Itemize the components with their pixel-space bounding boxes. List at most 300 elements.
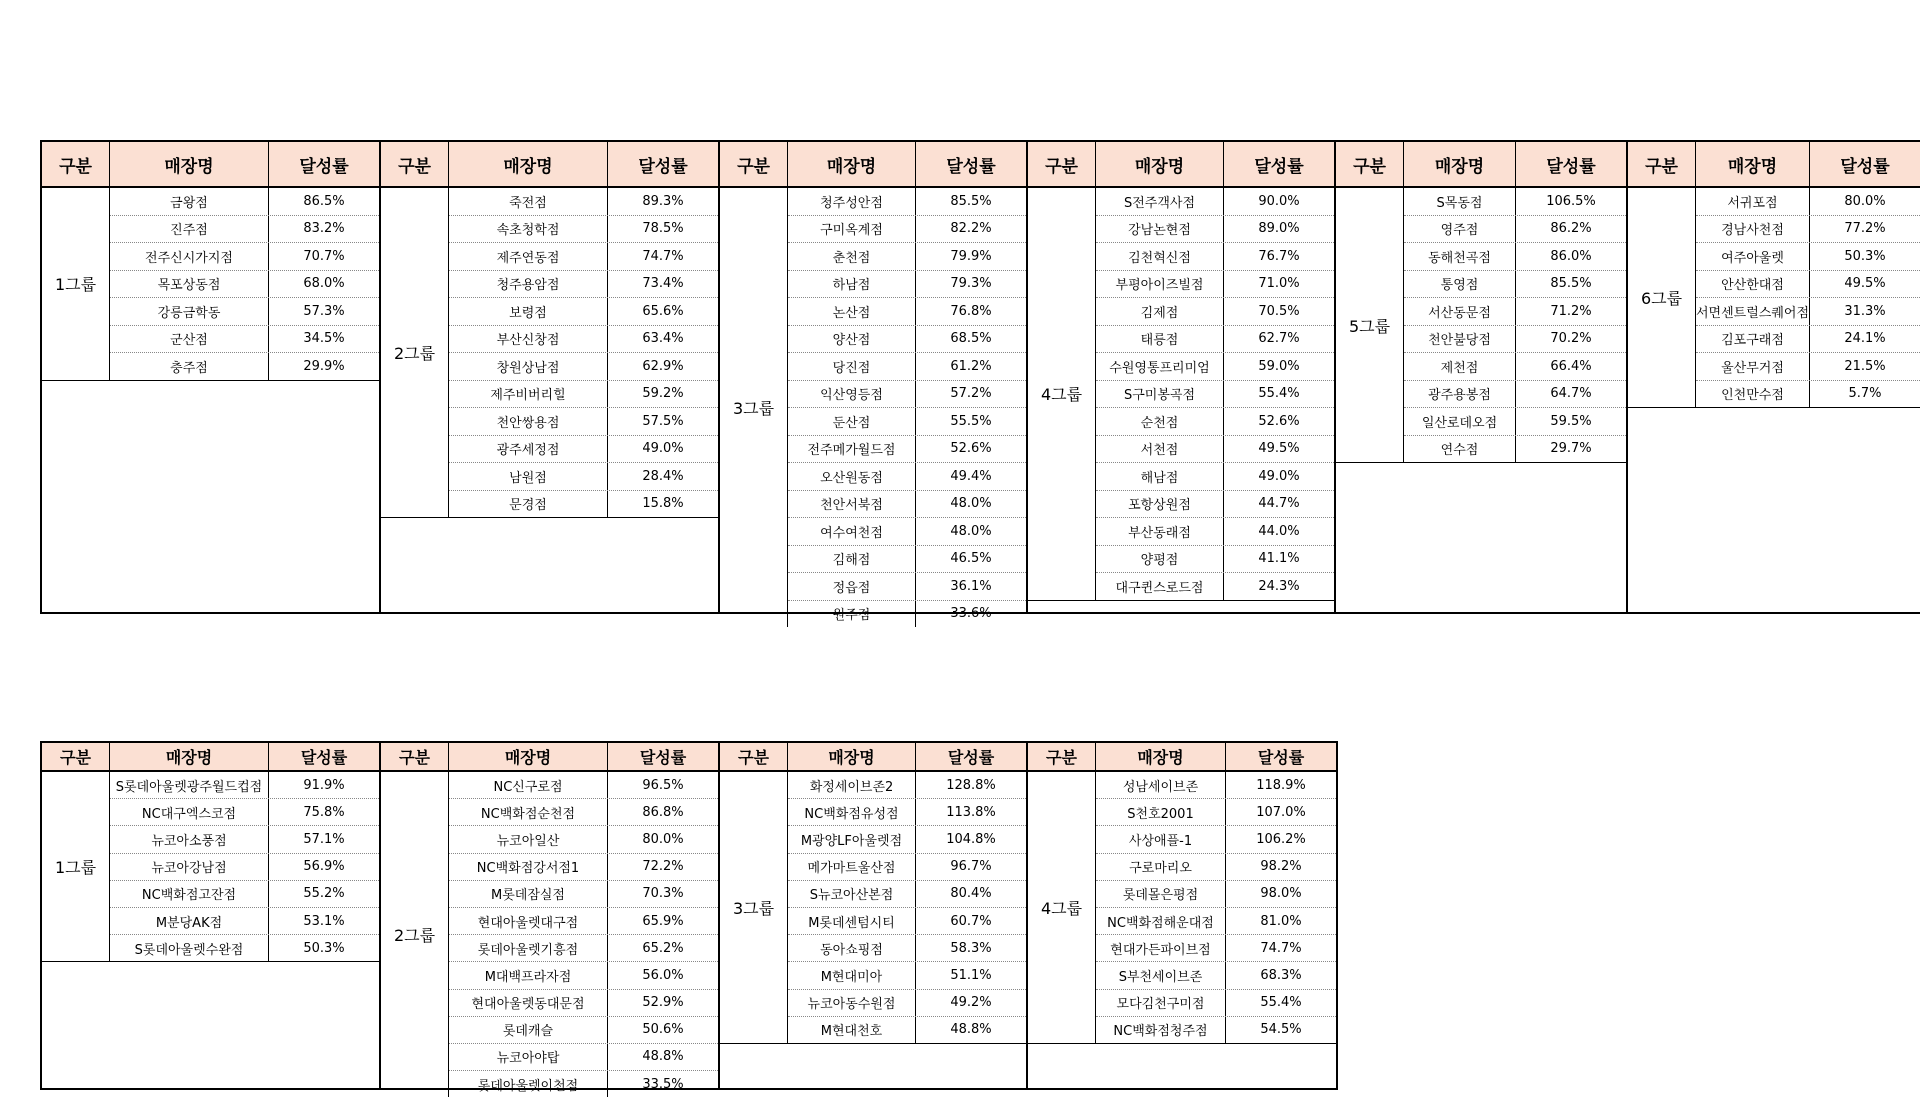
store-name: 현대아울렛동대문점	[449, 990, 608, 1016]
table-row	[110, 799, 379, 826]
table-row	[110, 298, 379, 326]
achievement-rate: 57.3%	[303, 303, 345, 319]
achievement-rate: 65.9%	[642, 913, 684, 929]
header-group: 구분	[1336, 142, 1404, 186]
table-row	[1096, 243, 1334, 271]
header-row	[1028, 743, 1336, 772]
achievement-rate: 50.3%	[303, 940, 345, 956]
achievement-rate: 34.5%	[303, 331, 345, 347]
top-table	[40, 140, 1920, 624]
achievement-rate: 33.5%	[642, 1076, 684, 1092]
achievement-rate: 113.8%	[946, 804, 996, 820]
store-name: 화정세이브존2	[788, 772, 916, 798]
store-name: 충주점	[110, 353, 269, 380]
table-row	[449, 381, 718, 409]
achievement-rate: 76.8%	[950, 303, 992, 319]
table-row	[110, 326, 379, 354]
store-name: M현대천호	[788, 1017, 916, 1043]
achievement-rate: 59.2%	[642, 386, 684, 402]
store-name: 강남논현점	[1096, 216, 1224, 243]
store-name: 부산신창점	[449, 326, 608, 353]
table-row	[788, 243, 1026, 271]
achievement-rate: 89.3%	[642, 193, 684, 209]
header-group: 구분	[381, 743, 449, 770]
achievement-rate: 21.5%	[1844, 358, 1886, 374]
header-row	[720, 743, 1026, 772]
table-row	[449, 271, 718, 299]
store-name: NC백화점강서점1	[449, 854, 608, 880]
achievement-rate: 70.5%	[1258, 303, 1300, 319]
achievement-rate: 86.2%	[1550, 221, 1592, 237]
store-list	[788, 772, 1026, 1043]
header-rate: 달성률	[299, 156, 349, 177]
store-name: 군산점	[110, 326, 269, 353]
achievement-rate: 5.7%	[1848, 386, 1882, 402]
table-row	[1404, 298, 1626, 326]
header-store: 매장명	[449, 743, 608, 770]
store-name: NC백화점해운대점	[1096, 908, 1226, 934]
store-name: 천안서북점	[788, 491, 916, 518]
header-row	[42, 142, 379, 188]
table-row	[449, 990, 718, 1017]
store-name: 여수여천점	[788, 518, 916, 545]
achievement-rate: 24.1%	[1844, 331, 1886, 347]
group-column	[381, 743, 720, 1094]
achievement-rate: 57.1%	[303, 831, 345, 847]
achievement-rate: 76.7%	[1258, 248, 1300, 264]
store-name: 사상애플-1	[1096, 826, 1226, 852]
achievement-rate: 86.5%	[303, 193, 345, 209]
store-name: 인천만수점	[1696, 381, 1810, 408]
header-group: 구분	[1028, 743, 1096, 770]
group-column	[1028, 142, 1336, 612]
achievement-rate: 44.7%	[1258, 496, 1300, 512]
store-name: 성남세이브존	[1096, 772, 1226, 798]
group-body	[381, 772, 718, 1097]
achievement-rate: 70.7%	[303, 248, 345, 264]
table-row	[1404, 353, 1626, 381]
table-row	[788, 216, 1026, 244]
table-row	[449, 216, 718, 244]
achievement-rate: 104.8%	[946, 831, 996, 847]
table-row	[110, 353, 379, 380]
achievement-rate: 78.5%	[642, 221, 684, 237]
achievement-rate: 55.4%	[1260, 995, 1302, 1011]
store-name: 천안불당점	[1404, 326, 1516, 353]
table-row	[110, 772, 379, 799]
store-name: M광양LF아울렛점	[788, 826, 916, 852]
header-group: 구분	[720, 743, 788, 770]
table-row	[788, 436, 1026, 464]
store-name: 당진점	[788, 353, 916, 380]
table-row	[1096, 381, 1334, 409]
achievement-rate: 48.0%	[950, 523, 992, 539]
header-group: 구분	[1028, 142, 1096, 186]
table-row	[449, 436, 718, 464]
table-row	[449, 298, 718, 326]
table-row	[449, 463, 718, 491]
achievement-rate: 49.0%	[642, 441, 684, 457]
header-store: 매장명	[788, 743, 916, 770]
achievement-rate: 62.9%	[642, 358, 684, 374]
achievement-rate: 52.6%	[1258, 413, 1300, 429]
store-name: 뉴코아야탑	[449, 1044, 608, 1070]
store-name: 논산점	[788, 298, 916, 325]
store-list	[1404, 188, 1626, 462]
group-column	[42, 142, 381, 612]
table-row	[788, 990, 1026, 1017]
store-name: 김포구래점	[1696, 326, 1810, 353]
store-name: 하남점	[788, 271, 916, 298]
achievement-rate: 56.0%	[642, 967, 684, 983]
achievement-rate: 63.4%	[642, 331, 684, 347]
achievement-rate: 48.0%	[950, 496, 992, 512]
group-column	[42, 743, 381, 1088]
table-row	[1096, 326, 1334, 354]
achievement-rate: 106.5%	[1546, 193, 1596, 209]
table-row	[1096, 990, 1336, 1017]
header-store: 매장명	[110, 743, 269, 770]
achievement-rate: 51.1%	[950, 967, 992, 983]
store-name: 울산무거점	[1696, 353, 1810, 380]
store-name: 현대가든파이브점	[1096, 935, 1226, 961]
group-name: 1그룹	[42, 772, 110, 961]
store-name: 양평점	[1096, 546, 1224, 573]
store-name: 춘천점	[788, 243, 916, 270]
store-name: S전주객사점	[1096, 188, 1224, 215]
store-name: 제주연동점	[449, 243, 608, 270]
store-name: 메가마트울산점	[788, 854, 916, 880]
achievement-rate: 65.6%	[642, 303, 684, 319]
header-group: 구분	[42, 743, 110, 770]
header-row	[1336, 142, 1626, 188]
achievement-rate: 75.8%	[303, 804, 345, 820]
achievement-rate: 86.8%	[642, 804, 684, 820]
achievement-rate: 33.6%	[950, 606, 992, 622]
table-row	[1696, 216, 1920, 244]
table-row	[1404, 271, 1626, 299]
store-name: M롯데잠실점	[449, 881, 608, 907]
table-row	[110, 881, 379, 908]
achievement-rate: 79.3%	[950, 276, 992, 292]
table-row	[1404, 326, 1626, 354]
table-row	[1096, 491, 1334, 519]
table-row	[1096, 188, 1334, 216]
achievement-rate: 50.6%	[642, 1022, 684, 1038]
table-row	[1096, 216, 1334, 244]
achievement-rate: 71.0%	[1258, 276, 1300, 292]
table-row	[449, 772, 718, 799]
store-name: 원주점	[788, 601, 916, 628]
achievement-rate: 29.7%	[1550, 441, 1592, 457]
achievement-rate: 31.3%	[1844, 303, 1886, 319]
store-name: 청주용암점	[449, 271, 608, 298]
store-name: 전주메가월드점	[788, 436, 916, 463]
header-rate: 달성률	[1840, 156, 1890, 177]
table-row	[788, 188, 1026, 216]
store-name: 서산동문점	[1404, 298, 1516, 325]
store-name: NC백화점유성점	[788, 799, 916, 825]
group-column	[1628, 142, 1920, 612]
table-row	[110, 271, 379, 299]
table-row	[1096, 546, 1334, 574]
achievement-rate: 66.4%	[1550, 358, 1592, 374]
store-name: 김천혁신점	[1096, 243, 1224, 270]
group-body	[381, 188, 718, 518]
header-store: 매장명	[1404, 142, 1516, 186]
achievement-rate: 80.0%	[1844, 193, 1886, 209]
store-name: 죽전점	[449, 188, 608, 215]
table-row	[449, 962, 718, 989]
achievement-rate: 59.0%	[1258, 358, 1300, 374]
achievement-rate: 59.5%	[1550, 413, 1592, 429]
table-row	[449, 826, 718, 853]
table-row	[1404, 243, 1626, 271]
header-rate: 달성률	[1254, 156, 1304, 177]
store-name: 서면센트럴스퀘어점	[1696, 298, 1810, 325]
store-name: 진주점	[110, 216, 269, 243]
group-column	[1028, 743, 1336, 1088]
table-row	[449, 188, 718, 216]
achievement-rate: 68.5%	[950, 331, 992, 347]
group-name: 1그룹	[42, 188, 110, 380]
store-name: 서천점	[1096, 436, 1224, 463]
achievement-rate: 90.0%	[1258, 193, 1300, 209]
achievement-rate: 55.2%	[303, 886, 345, 902]
store-name: M현대미아	[788, 962, 916, 988]
store-name: 태릉점	[1096, 326, 1224, 353]
table-row	[110, 188, 379, 216]
store-name: 구미옥계점	[788, 216, 916, 243]
store-list	[449, 188, 718, 517]
store-name: S천호2001	[1096, 799, 1226, 825]
header-rate: 달성률	[1546, 156, 1596, 177]
table-row	[788, 491, 1026, 519]
store-name: 롯데캐슬	[449, 1017, 608, 1043]
store-list	[449, 772, 718, 1097]
store-name: S롯데아울렛광주월드컵점	[110, 772, 269, 798]
achievement-rate: 46.5%	[950, 551, 992, 567]
achievement-rate: 62.7%	[1258, 331, 1300, 347]
store-name: 서귀포점	[1696, 188, 1810, 215]
store-name: NC백화점순천점	[449, 799, 608, 825]
achievement-rate: 48.8%	[950, 1022, 992, 1038]
table-row	[788, 826, 1026, 853]
group-name: 3그룹	[720, 772, 788, 1043]
table-row	[1096, 908, 1336, 935]
store-name: 제천점	[1404, 353, 1516, 380]
store-name: 익산영등점	[788, 381, 916, 408]
achievement-rate: 58.3%	[950, 940, 992, 956]
bottom-table	[40, 741, 1338, 1094]
store-name: 영주점	[1404, 216, 1516, 243]
store-name: 안산한대점	[1696, 271, 1810, 298]
header-row	[381, 142, 718, 188]
achievement-rate: 15.8%	[642, 496, 684, 512]
store-name: 연수점	[1404, 436, 1516, 463]
table-row	[110, 243, 379, 271]
store-name: 제주비버리힐	[449, 381, 608, 408]
store-name: 광주용봉점	[1404, 381, 1516, 408]
store-list	[1096, 188, 1334, 600]
achievement-rate: 70.3%	[642, 886, 684, 902]
achievement-rate: 68.3%	[1260, 967, 1302, 983]
achievement-rate: 29.9%	[303, 358, 345, 374]
achievement-rate: 79.9%	[950, 248, 992, 264]
store-name: 일산로데오점	[1404, 408, 1516, 435]
header-group: 구분	[1628, 142, 1696, 186]
table-row	[110, 854, 379, 881]
store-name: 강릉금학동	[110, 298, 269, 325]
group-column	[1336, 142, 1628, 612]
store-name: 수원영통프리미엄	[1096, 353, 1224, 380]
store-name: 전주신시가지점	[110, 243, 269, 270]
store-name: 부평아이즈빌점	[1096, 271, 1224, 298]
table-row	[1096, 854, 1336, 881]
table-row	[788, 881, 1026, 908]
table-row	[788, 573, 1026, 601]
table-row	[449, 908, 718, 935]
header-row	[1028, 142, 1334, 188]
store-list	[110, 188, 379, 380]
store-name: S롯데아울렛수완점	[110, 935, 269, 961]
group-name: 2그룹	[381, 188, 449, 517]
table-row	[1096, 772, 1336, 799]
store-name: 김해점	[788, 546, 916, 573]
table-row	[449, 353, 718, 381]
achievement-rate: 49.4%	[950, 468, 992, 484]
group-column	[381, 142, 720, 612]
store-name: 뉴코아강남점	[110, 854, 269, 880]
store-list	[110, 772, 379, 961]
table-row	[449, 408, 718, 436]
table-row	[1096, 408, 1334, 436]
store-name: 오산원동점	[788, 463, 916, 490]
table-row	[449, 326, 718, 354]
store-name: 청주성안점	[788, 188, 916, 215]
group-body	[1336, 188, 1626, 463]
header-store: 매장명	[788, 142, 916, 186]
table-row	[110, 935, 379, 961]
table-row	[788, 799, 1026, 826]
achievement-rate: 57.5%	[642, 413, 684, 429]
table-row	[449, 799, 718, 826]
achievement-rate: 85.5%	[950, 193, 992, 209]
table-row	[1696, 353, 1920, 381]
achievement-rate: 64.7%	[1550, 386, 1592, 402]
table-row	[788, 854, 1026, 881]
store-list	[788, 188, 1026, 627]
store-name: 창원상남점	[449, 353, 608, 380]
store-list	[1696, 188, 1920, 407]
table-row	[1096, 298, 1334, 326]
table-row	[1096, 935, 1336, 962]
header-row	[1628, 142, 1920, 188]
achievement-rate: 55.4%	[1258, 386, 1300, 402]
header-rate: 달성률	[946, 156, 996, 177]
achievement-rate: 28.4%	[642, 468, 684, 484]
group-column	[720, 743, 1028, 1088]
store-name: NC신구로점	[449, 772, 608, 798]
table-row	[449, 491, 718, 518]
group-body	[1628, 188, 1920, 408]
table-row	[788, 408, 1026, 436]
store-name: 동해천곡점	[1404, 243, 1516, 270]
group-body	[1028, 772, 1336, 1044]
store-name: 롯데아울렛이천점	[449, 1071, 608, 1097]
store-name: 롯데몰은평점	[1096, 881, 1226, 907]
table-row	[788, 935, 1026, 962]
table-row	[1096, 881, 1336, 908]
header-group: 구분	[720, 142, 788, 186]
store-name: 순천점	[1096, 408, 1224, 435]
store-name: 모다김천구미점	[1096, 990, 1226, 1016]
table-row	[788, 1017, 1026, 1043]
group-name: 4그룹	[1028, 188, 1096, 600]
achievement-rate: 86.0%	[1550, 248, 1592, 264]
store-name: NC백화점고잔점	[110, 881, 269, 907]
achievement-rate: 53.1%	[303, 913, 345, 929]
achievement-rate: 55.5%	[950, 413, 992, 429]
header-rate: 달성률	[638, 156, 688, 177]
store-name: 통영점	[1404, 271, 1516, 298]
achievement-rate: 81.0%	[1260, 913, 1302, 929]
achievement-rate: 72.2%	[642, 859, 684, 875]
store-name: 뉴코아일산	[449, 826, 608, 852]
group-name: 6그룹	[1628, 188, 1696, 407]
header-rate: 달성률	[300, 748, 348, 767]
store-name: NC대구엑스코점	[110, 799, 269, 825]
store-name: NC백화점청주점	[1096, 1017, 1226, 1043]
table-row	[449, 1071, 718, 1097]
achievement-rate: 49.2%	[950, 995, 992, 1011]
achievement-rate: 82.2%	[950, 221, 992, 237]
header-store: 매장명	[1096, 142, 1224, 186]
store-name: 롯데아울렛기흥점	[449, 935, 608, 961]
table-row	[788, 353, 1026, 381]
achievement-rate: 71.2%	[1550, 303, 1592, 319]
store-name: 김제점	[1096, 298, 1224, 325]
header-group: 구분	[42, 142, 110, 186]
table-row	[788, 326, 1026, 354]
header-row	[381, 743, 718, 772]
table-row	[1404, 188, 1626, 216]
achievement-rate: 36.1%	[950, 578, 992, 594]
achievement-rate: 85.5%	[1550, 276, 1592, 292]
store-name: 광주세정점	[449, 436, 608, 463]
store-name: S목동점	[1404, 188, 1516, 215]
table-row	[1696, 326, 1920, 354]
store-name: 둔산점	[788, 408, 916, 435]
achievement-rate: 96.5%	[642, 777, 684, 793]
table-row	[449, 1017, 718, 1044]
achievement-rate: 41.1%	[1258, 551, 1300, 567]
table-row	[110, 826, 379, 853]
achievement-rate: 52.6%	[950, 441, 992, 457]
group-body	[1028, 188, 1334, 601]
store-name: 대구퀸스로드점	[1096, 573, 1224, 600]
store-name: 포항상원점	[1096, 491, 1224, 518]
group-name: 2그룹	[381, 772, 449, 1097]
store-name: 뉴코아소풍점	[110, 826, 269, 852]
header-store: 매장명	[110, 142, 269, 186]
table-row	[788, 772, 1026, 799]
achievement-rate: 106.2%	[1256, 831, 1306, 847]
store-name: 동아쇼핑점	[788, 935, 916, 961]
achievement-rate: 56.9%	[303, 859, 345, 875]
table-row	[1096, 271, 1334, 299]
achievement-rate: 49.5%	[1844, 276, 1886, 292]
